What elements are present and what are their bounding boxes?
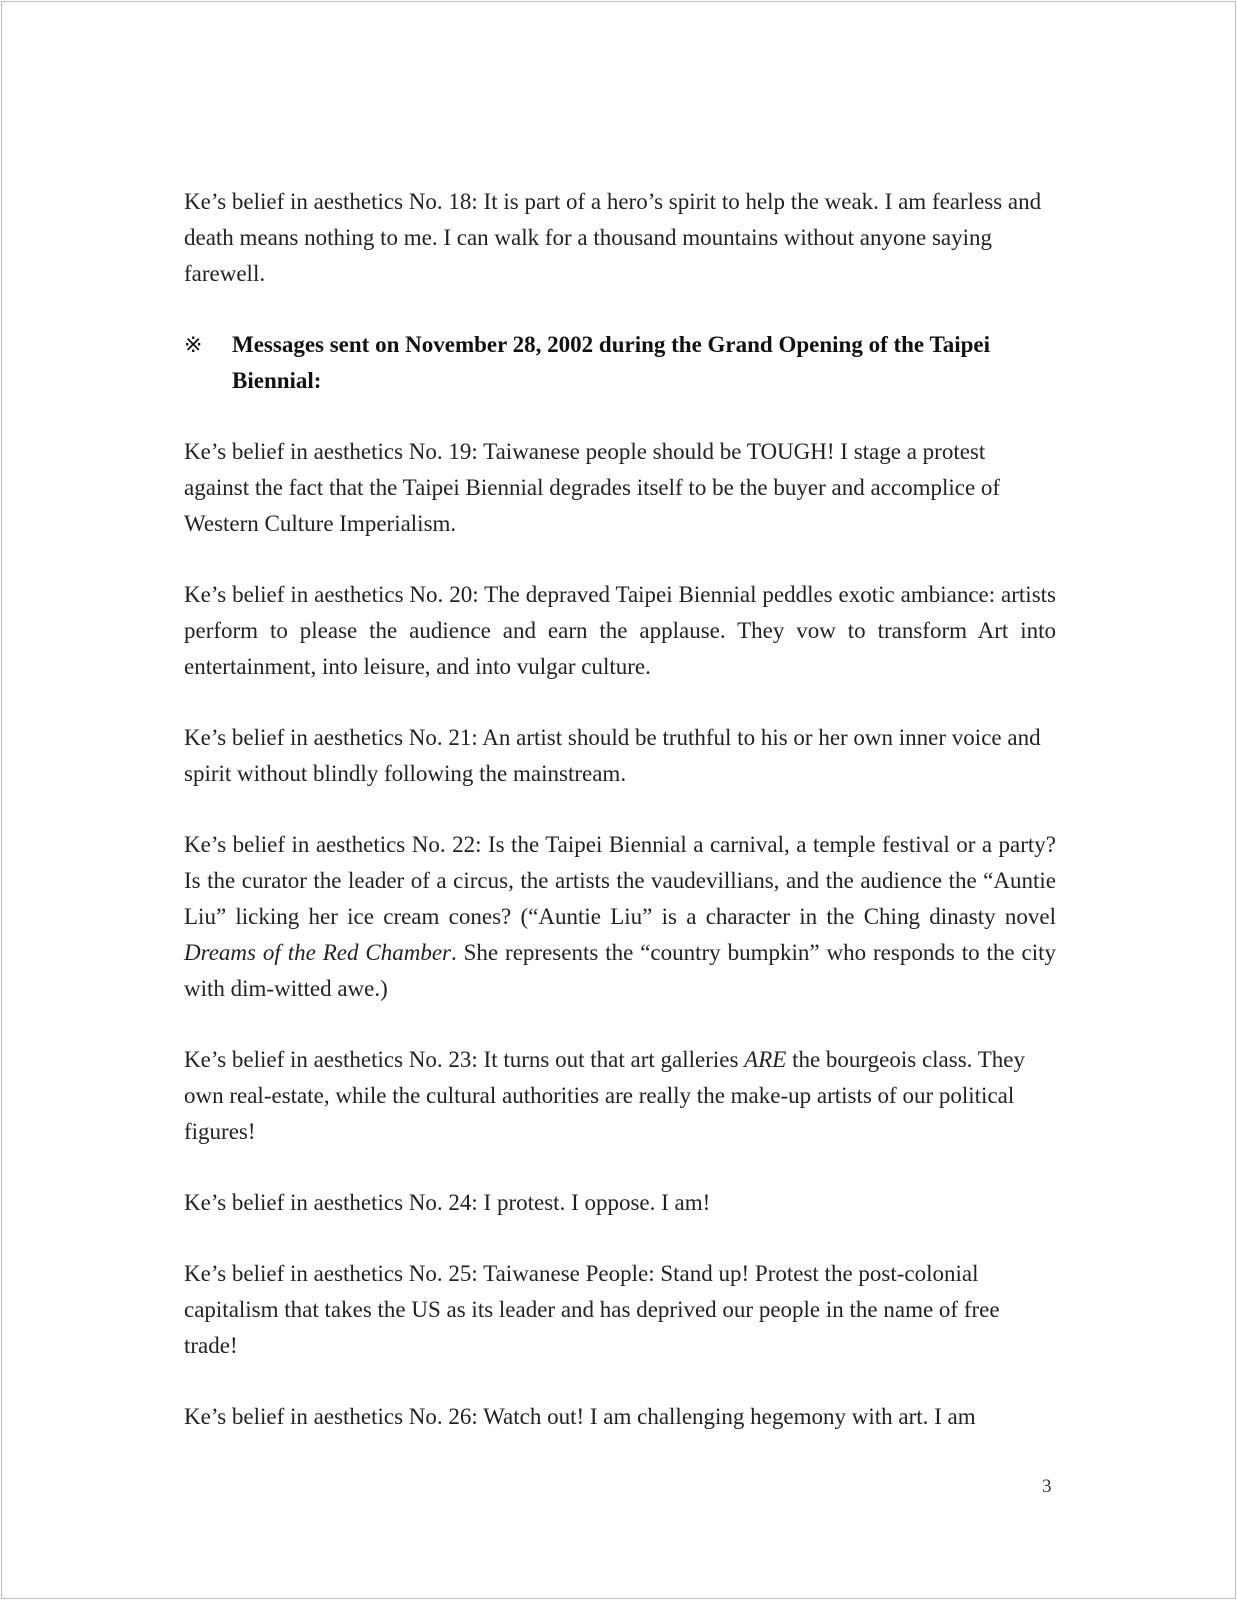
paragraph-belief-24: Ke’s belief in aesthetics No. 24: I protest. I oppose. I am! [184, 1190, 711, 1215]
paragraph-belief-23-text-a: Ke’s belief in aesthetics No. 23: It turns out that art galleries [184, 1047, 745, 1072]
paragraph-belief-21: Ke’s belief in aesthetics No. 21: An artist should be truthful to his or her own inner voice and spirit without blindly following the mainstream. [184, 725, 1041, 786]
section-heading [184, 327, 1056, 399]
page-number: 3 [1042, 1476, 1052, 1497]
paragraph-belief-25: Ke’s belief in aesthetics No. 25: Taiwanese People: Stand up! Protest the post-colonial capitalism that takes the US as its leader and has deprived our people in the name of free trade! [184, 1261, 1000, 1358]
novel-title: Dreams of the Red Chamber [184, 940, 451, 965]
paragraph-belief-20: Ke’s belief in aesthetics No. 20: The depraved Taipei Biennial peddles exotic ambiance: artists perform to please the audience and earn the applause. They vow to transform Art into entertainment, into leisure, and into vulgar culture. [184, 582, 1056, 679]
document-page [1, 1, 1236, 1599]
paragraph-belief-22-text-b: . She represents the “country bumpkin” who responds to the city with dim-witted awe.) [184, 940, 1056, 1001]
page-body [184, 184, 1056, 1470]
paragraph-belief-22 [184, 827, 1056, 1007]
paragraph-belief-22-text-a: Ke’s belief in aesthetics No. 22: Is the Taipei Biennial a carnival, a temple festival or a party? Is the curator the leader of a circus, the artists the vaudevillians, and the audience the “Auntie Liu” licking her ice cream cones? (“Auntie Liu” is a character in the Ching dinasty novel [184, 832, 1056, 929]
paragraph-belief-23 [184, 1042, 1056, 1150]
paragraph-belief-19: Ke’s belief in aesthetics No. 19: Taiwanese people should be TOUGH! I stage a protest against the fact that the Taipei Biennial degrades itself to be the buyer and accomplice of Western Culture Imperialism. [184, 439, 1001, 536]
reference-mark-icon: ※ [184, 332, 203, 357]
paragraph-belief-23-text-b: the bourgeois class. They own real-estate, while the cultural authorities are really the make-up artists of our political figures! [184, 1047, 1026, 1144]
paragraph-belief-26: Ke’s belief in aesthetics No. 26: Watch out! I am challenging hegemony with art. I am [184, 1404, 976, 1429]
emphasis-are: ARE [744, 1047, 787, 1072]
paragraph-belief-18: Ke’s belief in aesthetics No. 18: It is part of a hero’s spirit to help the weak. I am fearless and death means nothing to me. I can walk for a thousand mountains without anyone saying farewell. [184, 189, 1042, 286]
section-heading-text: Messages sent on November 28, 2002 during the Grand Opening of the Taipei Biennial: [232, 332, 990, 393]
